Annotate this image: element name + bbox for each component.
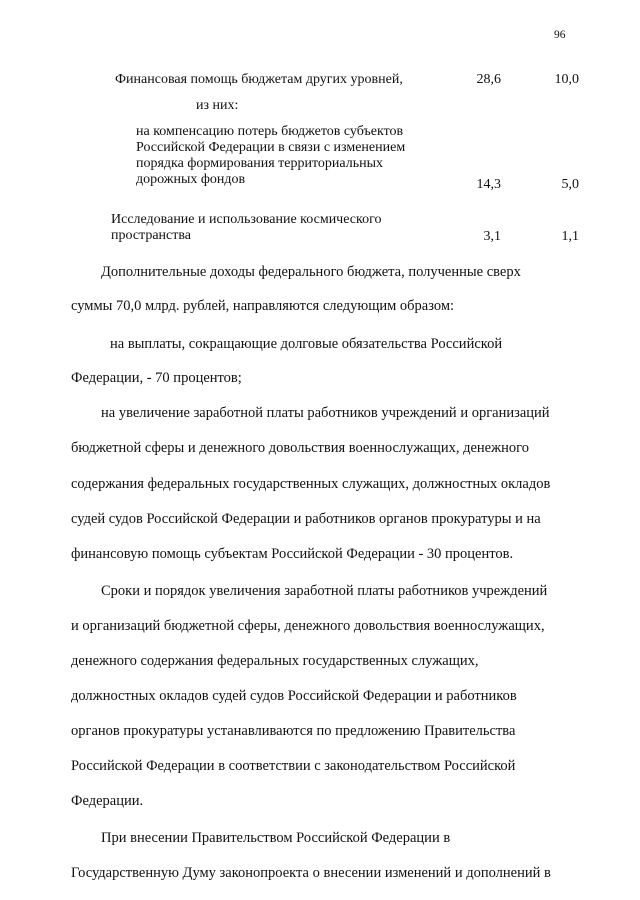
table-row-compensation-line: Российской Федерации в связи с изменением: [136, 140, 406, 155]
body-line: и организаций бюджетной сферы, денежного довольствия военнослужащих,: [71, 618, 545, 634]
table-row-compensation-line: дорожных фондов: [136, 172, 246, 187]
table-row-compensation-line: [136, 124, 436, 140]
table-row-space-value-1: 3,1: [483, 229, 501, 244]
table-row-compensation-value-1: 14,3: [476, 177, 501, 192]
body-line: Государственную Думу законопроекта о внесении изменений и дополнений в: [71, 865, 551, 881]
table-row-financial-aid-label: Финансовая помощь бюджетам других уровней,: [115, 72, 403, 87]
body-line: органов прокуратуры устанавливаются по предложению Правительства: [71, 723, 516, 739]
body-line: должностных окладов судей судов Российской Федерации и работников: [71, 688, 517, 704]
table-row-space-value-2: 1,1: [561, 229, 579, 244]
body-line: При внесении Правительством Российской Федерации в: [101, 830, 451, 846]
line-text: Дополнительные доходы федерального бюджета, полученные сверх: [101, 264, 521, 280]
table-row-compensation-line: порядка формирования территориальных: [136, 156, 383, 171]
line-text: на компенсацию потерь бюджетов субъектов: [136, 124, 404, 139]
body-line: судей судов Российской Федерации и работников органов прокуратуры и на: [71, 511, 541, 527]
table-row-compensation-label: [136, 124, 436, 188]
body-line: [101, 264, 579, 281]
body-line: бюджетной сферы и денежного довольствия военнослужащих, денежного: [71, 440, 529, 456]
body-line: Сроки и порядок увеличения заработной платы работников учреждений: [101, 583, 548, 599]
body-line: на выплаты, сокращающие долговые обязательства Российской: [110, 336, 503, 352]
page-number: 96: [554, 29, 566, 41]
table-row-compensation-value-2: 5,0: [561, 177, 579, 192]
body-line: Федерации.: [71, 793, 144, 809]
table-row-financial-aid-value-2: 10,0: [554, 72, 579, 87]
body-line: содержания федеральных государственных служащих, должностных окладов: [71, 476, 551, 492]
body-line: Российской Федерации в соответствии с законодательством Российской: [71, 758, 516, 774]
body-line: на увеличение заработной платы работников учреждений и организаций: [101, 405, 550, 421]
body-line: денежного содержания федеральных государственных служащих,: [71, 653, 479, 669]
body-line: Федерации, - 70 процентов;: [71, 370, 242, 386]
table-row-space-label: [111, 212, 381, 244]
table-row-space-line: пространства: [111, 228, 192, 243]
table-row-financial-aid-value-1: 28,6: [476, 72, 501, 87]
body-line: суммы 70,0 млрд. рублей, направляются следующим образом:: [71, 298, 455, 314]
table-of-which-label: из них:: [196, 98, 239, 113]
body-line: финансовую помощь субъектам Российской Федерации - 30 процентов.: [71, 546, 514, 562]
table-row-space-line: Исследование и использование космического: [111, 212, 382, 227]
